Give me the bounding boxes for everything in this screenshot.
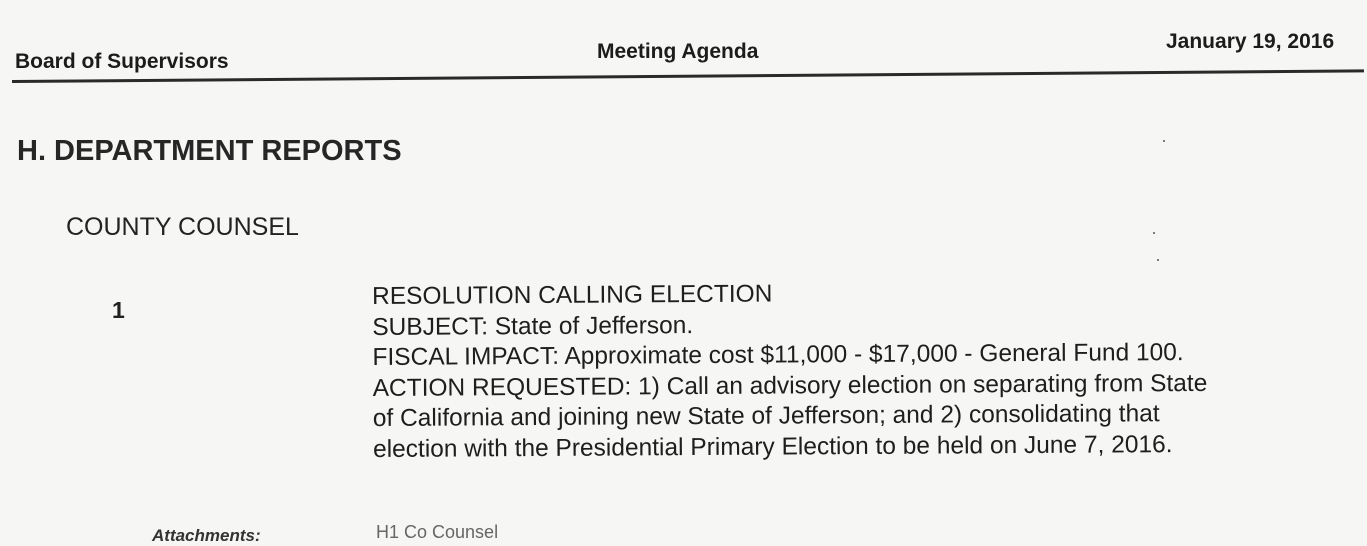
item-fiscal-impact-line: FISCAL IMPACT: Approximate cost $11,000 - $17,000 - General Fund 100.	[372, 339, 1184, 371]
item-title-line: RESOLUTION CALLING ELECTION	[372, 280, 773, 310]
scan-speck	[1163, 140, 1165, 142]
item-action-line: ACTION REQUESTED: 1) Call an advisory election on separating from State	[372, 369, 1208, 402]
attachment-link[interactable]: H1 Co Counsel	[376, 522, 499, 542]
item-subject-line: SUBJECT: State of Jefferson.	[372, 311, 694, 341]
department-heading: COUNTY COUNSEL	[66, 213, 299, 241]
scan-speck	[1153, 232, 1155, 234]
item-action-line: election with the Presidential Primary Election to be held on June 7, 2016.	[372, 430, 1173, 463]
header-document-title: Meeting Agenda	[597, 40, 759, 63]
header-board-name: Board of Supervisors	[15, 50, 229, 73]
agenda-item-number: 1	[112, 297, 125, 323]
section-heading: H. DEPARTMENT REPORTS	[17, 135, 402, 167]
attachments-label: Attachments:	[152, 526, 261, 545]
header-meeting-date: January 19, 2016	[1166, 30, 1335, 53]
scan-speck	[1157, 259, 1159, 261]
agenda-item-description	[372, 276, 1363, 465]
item-action-line: of California and joining new State of Jefferson; and 2) consolidating that	[372, 400, 1160, 432]
